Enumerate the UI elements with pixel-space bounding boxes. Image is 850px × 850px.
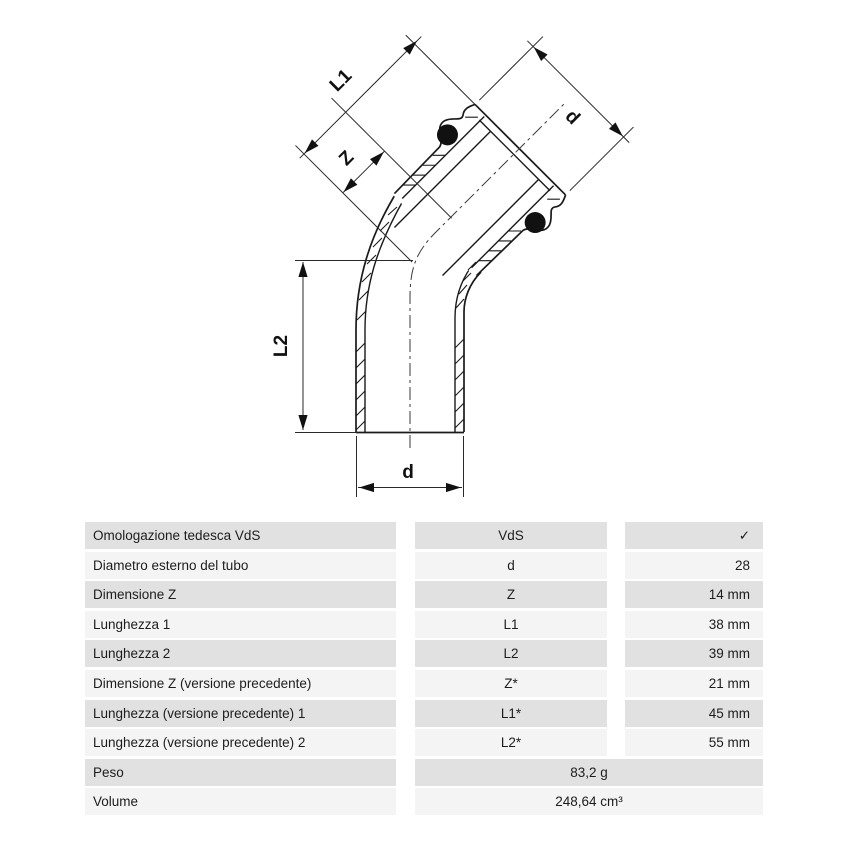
table-row [85, 611, 763, 638]
spec-value: 38 mm [625, 611, 763, 638]
spec-value: 39 mm [625, 640, 763, 667]
table-row [85, 522, 763, 549]
table-row [85, 581, 763, 608]
spec-label: Omologazione tedesca VdS [85, 522, 396, 549]
dimension-label-d-top: d [560, 105, 584, 130]
spec-code: L2 [415, 640, 607, 667]
spec-code: L1 [415, 611, 607, 638]
table-row [85, 670, 763, 697]
spec-code: VdS [415, 522, 607, 549]
dimension-label-z: Z [335, 147, 359, 171]
spec-label: Lunghezza 1 [85, 611, 396, 638]
spec-value: 21 mm [625, 670, 763, 697]
spec-code: d [415, 552, 607, 579]
table-row [85, 788, 763, 815]
spec-table [85, 522, 763, 818]
spec-label: Lunghezza 2 [85, 640, 396, 667]
spec-code: Z [415, 581, 607, 608]
dimension-label-d-bottom: d [402, 462, 414, 483]
spec-label: Dimensione Z [85, 581, 396, 608]
spec-label: Peso [85, 759, 396, 786]
spec-value: 248,64 cm³ [415, 788, 763, 815]
spec-label: Lunghezza (versione precedente) 2 [85, 729, 396, 756]
spec-value: 28 [625, 552, 763, 579]
spec-value: ✓ [625, 522, 763, 549]
spec-label: Dimensione Z (versione precedente) [85, 670, 396, 697]
spec-label: Volume [85, 788, 396, 815]
dimension-label-l1: L1 [325, 65, 357, 97]
table-row [85, 700, 763, 727]
table-row [85, 729, 763, 756]
spec-value: 55 mm [625, 729, 763, 756]
spec-label: Diametro esterno del tubo [85, 552, 396, 579]
table-row [85, 759, 763, 786]
spec-code: Z* [415, 670, 607, 697]
spec-value: 45 mm [625, 700, 763, 727]
spec-value: 83,2 g [415, 759, 763, 786]
spec-value: 14 mm [625, 581, 763, 608]
dimension-label-l2: L2 [271, 334, 292, 358]
table-row [85, 552, 763, 579]
spec-code: L1* [415, 700, 607, 727]
spec-label: Lunghezza (versione precedente) 1 [85, 700, 396, 727]
table-row [85, 640, 763, 667]
spec-code: L2* [415, 729, 607, 756]
